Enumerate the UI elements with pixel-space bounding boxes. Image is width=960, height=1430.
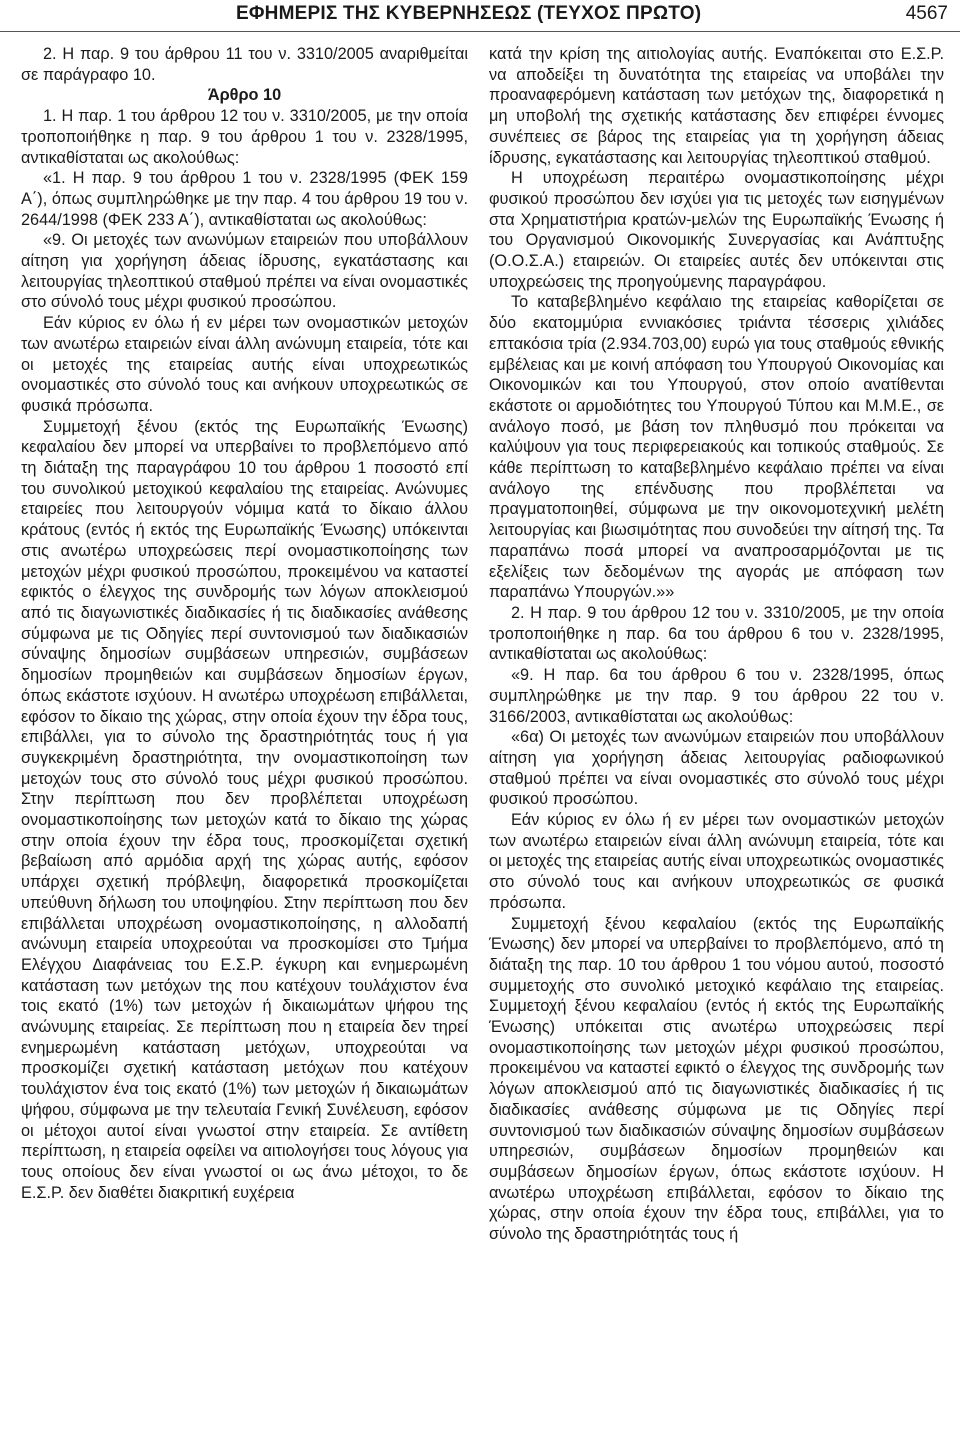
paragraph: Εάν κύριος εν όλω ή εν μέρει των ονομαστικών μετοχών των ανωτέρω εταιρειών είναι άλλη ανώνυμη εταιρεία, τότε και οι μετοχές της εταιρείας αυτής είναι υποχρεωτικώς ονομαστικές στο σύνολό τους και ανήκουν υποχρεωτικώς σε φυσικά πρόσωπα.: [489, 811, 944, 912]
paragraph: «9. Οι μετοχές των ανωνύμων εταιρειών που υποβάλλουν αίτηση για χορήγηση άδειας ίδρυσης, εγκατάστασης και λειτουργίας τηλεοπτικού σταθμού πρέπει να είναι ονομαστικές στο σύνολό τους μέχρι φυσικού προσώπου.: [21, 231, 468, 312]
paragraph: «6α) Οι μετοχές των ανωνύμων εταιρειών που υποβάλλουν αίτηση για χορήγηση άδειας λειτουργίας ραδιοφωνικού σταθμού πρέπει να είναι ονομαστικές στο σύνολό τους μέχρι φυσικού προσώπου.: [489, 728, 944, 809]
paragraph: 1. Η παρ. 1 του άρθρου 12 του ν. 3310/2005, με την οποία τροποποιήθηκε η παρ. 9 του άρθρου 1 του ν. 2328/1995, αντικαθίσταται ως ακολούθως:: [21, 107, 468, 167]
page-header: [0, 0, 960, 30]
paragraph: 2. Η παρ. 9 του άρθρου 12 του ν. 3310/2005, με την οποία τροποποιήθηκε η παρ. 6α του άρθρου 6 του ν. 2328/1995, αντικαθίσταται ως ακολούθως:: [489, 603, 944, 664]
paragraph: Η υποχρέωση περαιτέρω ονομαστικοποίησης μέχρι φυσικού προσώπου δεν ισχύει για τις μετοχές των εισηγμένων στα Χρηματιστήρια κρατών-μελών της Ευρωπαϊκής Ένωσης ή του Οργανισμού Οικονομικής Συνεργασίας και Ανάπτυξης (Ο.Ο.Σ.Α.) εταιρειών. Οι εταιρείες αυτές δεν υπόκεινται στις υποχρεώσεις της προηγούμενης παραγράφου.: [489, 169, 944, 291]
paragraph: «9. Η παρ. 6α του άρθρου 6 του ν. 2328/1995, όπως συμπληρώθηκε με την παρ. 9 του άρθρου 22 του ν. 3166/2003, αντικαθίσταται ως ακολούθως:: [489, 666, 944, 726]
paragraph: Συμμετοχή ξένου κεφαλαίου (εκτός της Ευρωπαϊκής Ένωσης) δεν μπορεί να υπερβαίνει το προβλεπόμενο, από τη διάταξη της παρ. 10 του άρθρου 1 του νόμου αυτού, ποσοστό συμμετοχής στο συνολικό μετοχικό κεφάλαιο της εταιρείας. Συμμετοχή ξένου κεφαλαίου (εντός ή εκτός της Ευρωπαϊκής Ένωσης) υπόκειται στις ανωτέρω υποχρεώσεις περί ονομαστικοποίησης των μετοχών μέχρι φυσικού προσώπου, προκειμένου να καταστεί εφικτό ο έλεγχος της συνδρομής των λόγων αποκλεισμού από τις διαγωνιστικές διαδικασίες ή τις διαδικασίες ανάθεσης σύμφωνα με τις Οδηγίες περί συντονισμού των διαδικασιών σύναψης δημοσίων συμβάσεων υπηρεσιών, συμβάσεων δημοσίων προμηθειών και συμβάσεων δημοσίων έργων, όπως εκάστοτε ισχύουν. Η ανωτέρω υποχρέωση επιβάλλεται, εφόσον το δίκαιο της χώρας, στην οποία έχουν την έδρα τους, επιβάλλει, για το σύνολο της δραστηριότητάς τους ή: [489, 914, 944, 1244]
article-heading: Άρθρο 10: [207, 86, 282, 105]
paragraph: Συμμετοχή ξένου (εκτός της Ευρωπαϊκής Ένωσης) κεφαλαίου δεν μπορεί να υπερβαίνει το προβλεπόμενο από τη διάταξη της παραγράφου 10 του άρθρου 1 ποσοστό επί του συνολικού μετοχικού κεφαλαίου της εταιρείας. Ανώνυμες εταιρείες που λειτουργούν νόμιμα κατά το δίκαιο άλλου κράτους (εντός ή εκτός της Ευρωπαϊκής Ένωσης) υπόκεινται στις ανωτέρω υποχρεώσεις περί ονομαστικοποίησης των μετοχών μέχρι φυσικού προσώπου, προκειμένου να καταστεί εφικτός ο έλεγχος της συνδρομής των λόγων αποκλεισμού από τις διαγωνιστικές διαδικασίες ή τις διαδικασίες ανάθεσης σύμφωνα με τις Οδηγίες περί συντονισμού των διαδικασιών σύναψης δημοσίων συμβάσεων υπηρεσιών, συμβάσεων δημοσίων προμηθειών και συμβάσεων δημοσίων έργων, όπως εκάστοτε ισχύουν. Η ανωτέρω υποχρέωση επιβάλλεται, εφόσον το δίκαιο της χώρας, στην οποία έχουν την έδρα τους, επιβάλλει, για το σύνολο της δραστηριότητάς τους ή για συγκεκριμένη δραστηριότητα, την ονομαστικοποίηση των μετοχών τους στο σύνολό τους μέχρι φυσικού προσώπου. Στην περίπτωση που δεν προβλέπεται υποχρέωση ονομαστικοποίησης των μετοχών κατά το δίκαιο της χώρας στην οποία έχουν την έδρα τους, προσκομίζεται σχετική βεβαίωση από αρμόδια αρχή της χώρας αυτής, εφόσον υπάρχει σχετική πρόβλεψη, διαφορετικά προσκομίζεται υπεύθυνη δήλωση του υποψηφίου. Στην περίπτωση που δεν επιβάλλεται υποχρέωση ονομαστικοποίησης, η αλλοδαπή ανώνυμη εταιρεία υποχρεούται να προσκομίσει στο Τμήμα Ελέγχου Διαφάνειας του Ε.Σ.Ρ. έγκυρη και ενημερωμένη κατάσταση των μετόχων της που κατέχουν τουλάχιστον ένα τοις εκατό (1%) των μετοχών ή δικαιωμάτων ψήφου της ανώνυμης εταιρείας. Σε περίπτωση που η εταιρεία δεν τηρεί ενημερωμένη κατάσταση μετόχων, υποχρεούται να προσκομίζει σχετική κατάσταση μετόχων που κατέχουν τουλάχιστον ένα τοις εκατό (1%) των μετοχών ή δικαιωμάτων ψήφου, σύμφωνα με την τελευταία Γενική Συνέλευση, εφόσον οι μέτοχοι αυτοί είναι γνωστοί στην εταιρεία. Σε αντίθετη περίπτωση, η εταιρεία οφείλει να αιτιολογήσει τους λόγους για τους οποίους δεν είναι γνωστοί οι ως άνω μέτοχοι, το δε Ε.Σ.Ρ. δεν διαθέτει διακριτική ευχέρεια: [21, 417, 468, 1202]
header-title: ΕΦΗΜΕΡΙΣ ΤΗΣ ΚΥΒΕΡΝΗΣΕΩΣ (ΤΕΥΧΟΣ ΠΡΩΤΟ): [236, 3, 702, 24]
left-column: [21, 44, 468, 1203]
paragraph: 2. Η παρ. 9 του άρθρου 11 του ν. 3310/2005 αναριθμείται σε παράγραφο 10.: [21, 45, 468, 84]
paragraph: «1. Η παρ. 9 του άρθρου 1 του ν. 2328/1995 (ΦΕΚ 159 Α΄), όπως συμπληρώθηκε με την παρ. 4 του άρθρου 19 του ν. 2644/1998 (ΦΕΚ 233 Α΄), αντικαθίσταται ως ακολούθως:: [21, 169, 468, 229]
header-divider: [0, 31, 960, 32]
paragraph: Το καταβεβλημένο κεφάλαιο της εταιρείας καθορίζεται σε δύο εκατομμύρια εννιακόσιες τριάντα τέσσερις χιλιάδες επτακόσια τρία (2.934.703,00) ευρώ για τους σταθμούς εθνικής εμβέλειας και με κοινή απόφαση του Υπουργού Οικονομίας και Οικονομικών και του Υπουργού, στον οποίο ανατίθενται εκάστοτε οι αρμοδιότητες του Υπουργού Τύπου και Μ.Μ.Ε., σε ανάλογο ποσό, με βάση τον πληθυσμό που πρόκειται να καλύψουν για τους περιφερειακούς και τοπικούς σταθμούς. Σε κάθε περίπτωση το καταβεβλημένο κεφάλαιο πρέπει να είναι ανάλογο της επένδυσης που προβλέπεται να πραγματοποιηθεί, σύμφωνα με την οικονομοτεχνική μελέτη λειτουργίας και βιωσιμότητας που συνοδεύει την αίτησή της. Τα παραπάνω ποσά μπορεί να αναπροσαρμόζονται με τις εξελίξεις των δεδομένων της αγοράς με απόφαση των παραπάνω Υπουργών.»»: [489, 293, 944, 602]
page-number: 4567: [905, 3, 948, 24]
right-column: [489, 44, 944, 1245]
paragraph: κατά την κρίση της αιτιολογίας αυτής. Εναπόκειται στο Ε.Σ.Ρ. να αποδείξει τη δυνατότητα της εταιρείας να υποβάλει την προαναφερόμενη κατάσταση των μετόχων της, διαφορετικά η μη υποβολή της σχετικής κατάστασης δεν επιφέρει έννομες συνέπειες σε βάρος της εταιρείας για τη χορήγηση άδειας ίδρυσης, εγκατάστασης και λειτουργίας τηλεοπτικού σταθμού.: [489, 45, 944, 167]
paragraph: Εάν κύριος εν όλω ή εν μέρει των ονομαστικών μετοχών των ανωτέρω εταιρειών είναι άλλη ανώνυμη εταιρεία, τότε και οι μετοχές της εταιρείας αυτής είναι υποχρεωτικώς ονομαστικές στο σύνολό τους και ανήκουν υποχρεωτικώς σε φυσικά πρόσωπα.: [21, 314, 468, 415]
